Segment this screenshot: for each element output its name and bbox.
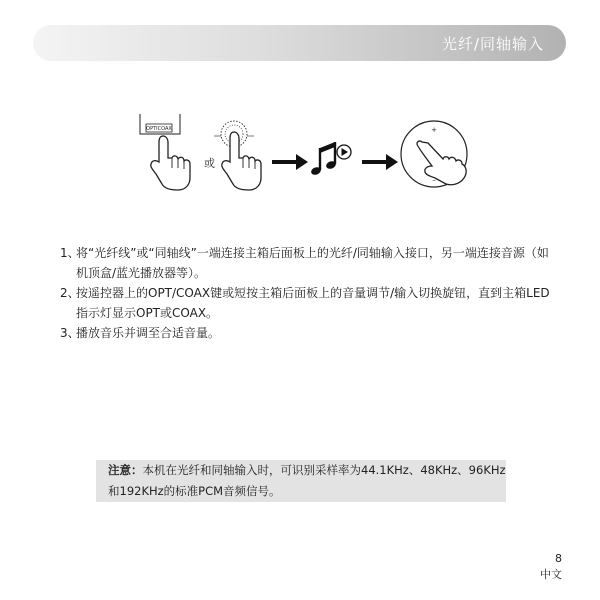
- pointing-hand-icon: [151, 136, 190, 190]
- opt-coax-button-illustration: [140, 114, 180, 134]
- step-text: 按遥控器上的OPT/COAX键或短按主箱后面板上的音量调节/输入切换旋钮，直到主箱LED指示灯显示OPT或COAX。: [76, 286, 550, 320]
- list-item: [60, 283, 550, 323]
- section-title: 光纤/同轴输入: [441, 35, 544, 53]
- instruction-steps: [60, 243, 550, 343]
- page-language: 中文: [540, 568, 562, 581]
- list-item: [60, 323, 550, 343]
- note-text: 本机在光纤和同轴输入时，可识别采样率为44.1KHz、48KHz、96KHz和192KHz的标准PCM音频信号。: [108, 463, 506, 498]
- header-bar: [33, 25, 566, 61]
- or-label: 或: [204, 157, 215, 170]
- note-label: 注意：: [108, 463, 143, 477]
- step-number: 2、: [60, 286, 80, 300]
- music-note-icon: [310, 142, 337, 176]
- port-label: OPTICOAX: [146, 126, 172, 132]
- step-number: 1、: [60, 246, 80, 260]
- page-number: 8: [555, 552, 562, 565]
- step-text: 播放音乐并调至合适音量。: [76, 326, 221, 340]
- connection-diagram: [130, 112, 480, 197]
- list-item: [60, 243, 550, 283]
- arrow-right-icon: [362, 154, 398, 170]
- arrow-right-icon: [272, 154, 308, 170]
- play-icon: [337, 145, 351, 159]
- step-number: 3、: [60, 326, 80, 340]
- knob-minus-label: –: [432, 176, 436, 184]
- note-box: [96, 460, 506, 502]
- step-text: 将“光纤线”或“同轴线”一端连接主箱后面板上的光纤/同轴输入接口，另一端连接音源（如机顶盒/蓝光播放器等）。: [76, 246, 549, 280]
- knob-plus-label: +: [431, 126, 437, 134]
